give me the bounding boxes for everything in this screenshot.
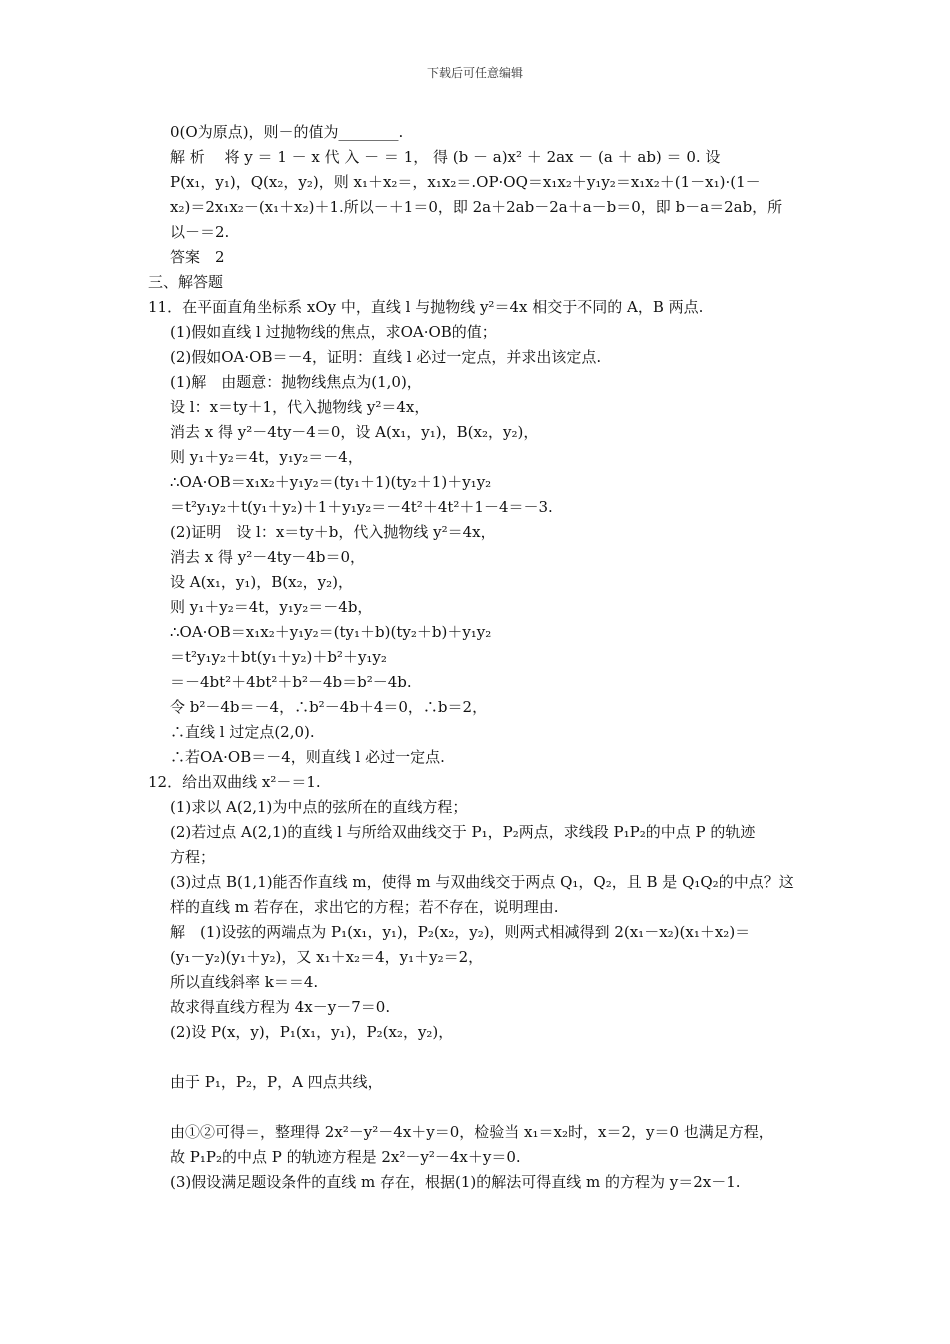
problem12-solution-line: 故求得直线方程为 4x－y－7＝0. [170,998,391,1016]
problem12-solution-line: (3)假设满足题设条件的直线 m 存在，根据(1)的解法可得直线 m 的方程为 y＝2x－1. [170,1173,741,1191]
problem11-solution-line: ∴OA·OB＝x₁x₂＋y₁y₂＝(ty₁＋b)(ty₂＋b)＋y₁y₂ [170,623,492,641]
problem12-solution-line: 所以直线斜率 k＝＝4. [170,973,319,991]
problem10-answer: 答案 2 [170,248,225,266]
problem12-question3-cont: 样的直线 m 若存在，求出它的方程；若不存在，说明理由. [170,898,559,916]
problem10-line1: 0(O为原点)，则－的值为________. [170,123,404,141]
problem10-solution-line3: P(x₁，y₁)，Q(x₂，y₂)，则 x₁＋x₂＝，x₁x₂＝.OP·OQ＝x₁x₂＋y₁y₂＝x₁x₂＋(1－x₁)·(1－ [170,173,761,191]
problem11-solution-line: 设 l：x＝ty＋1，代入抛物线 y²＝4x， [170,398,430,416]
problem12-question2: (2)若过点 A(2,1)的直线 l 与所给双曲线交于 P₁，P₂两点，求线段 P₁P₂的中点 P 的轨迹 [170,823,756,841]
problem11-solution-line: ＝t²y₁y₂＋t(y₁＋y₂)＋1＋y₁y₂＝－4t²＋4t²＋1－4＝－3. [170,498,553,516]
problem11-solution-line: ＝－4bt²＋4bt²＋b²－4b＝b²－4b. [170,673,412,691]
problem11-solution-line: 设 A(x₁，y₁)，B(x₂，y₂)， [170,573,353,591]
problem11-question2: (2)假如OA·OB＝－4，证明：直线 l 必过一定点，并求出该定点. [170,348,602,366]
page-header: 下载后可任意编辑 [426,66,523,80]
problem12-solution-line-marked [148,1095,820,1120]
problem12-solution-line: (y₁－y₂)(y₁＋y₂)，又 x₁＋x₂＝4，y₁＋y₂＝2， [170,948,484,966]
problem12-question3: (3)过点 B(1,1)能否作直线 m，使得 m 与双曲线交于两点 Q₁，Q₂，且 B 是 Q₁Q₂的中点？这 [170,873,794,891]
problem11-solution-line: ＝t²y₁y₂＋bt(y₁＋y₂)＋b²＋y₁y₂ [170,648,387,666]
problem11-solution-line: ∴直线 l 过定点(2,0). [170,723,315,741]
problem12-question1: (1)求以 A(2,1)为中点的弦所在的直线方程； [170,798,468,816]
problem11-solution-line: (2)证明 设 l：x＝ty＋b，代入抛物线 y²＝4x， [170,523,496,541]
problem12-solution-line: (2)设 P(x，y)，P₁(x₁，y₁)，P₂(x₂，y₂)， [170,1023,454,1041]
problem12-solution-line: 故 P₁P₂的中点 P 的轨迹方程是 2x²－y²－4x＋y＝0. [170,1148,521,1166]
problem12-solution-line: 由于 P₁，P₂，P，A 四点共线， [170,1073,383,1091]
problem12-stem: 12．给出双曲线 x²－＝1. [148,773,321,791]
problem11-solution-line: (1)解 由题意：抛物线焦点为(1,0)， [170,373,422,391]
problem12-solution-line: 由①②可得＝，整理得 2x²－y²－4x＋y＝0，检验当 x₁＝x₂时，x＝2，y＝0 也满足方程， [170,1123,774,1141]
problem11-solution-line: 消去 x 得 y²－4ty－4＝0，设 A(x₁，y₁)，B(x₂，y₂)， [170,423,539,441]
problem11-solution-line: 令 b²－4b＝－4，∴b²－4b＋4＝0，∴b＝2， [170,698,488,716]
problem10-solution-line5: 以－＝2. [170,223,230,241]
document-body [148,120,820,1195]
problem11-solution-line: ∴OA·OB＝x₁x₂＋y₁y₂＝(ty₁＋1)(ty₂＋1)＋y₁y₂ [170,473,492,491]
problem11-solution-line: 则 y₁＋y₂＝4t，y₁y₂＝－4b， [170,598,373,616]
problem12-solution-line-marked [148,1045,820,1070]
problem10-solution-line4: x₂)＝2x₁x₂－(x₁＋x₂)＋1.所以－＋1＝0，即 2a＋2ab－2a＋a－b＝0，即 b－a＝2ab，所 [170,198,783,216]
problem11-solution-line: 消去 x 得 y²－4ty－4b＝0， [170,548,365,566]
problem11-solution-line: 则 y₁＋y₂＝4t，y₁y₂＝－4， [170,448,363,466]
problem12-question2-cont: 方程； [170,848,216,866]
problem11-solution-line: ∴若OA·OB＝－4，则直线 l 必过一定点. [170,748,445,766]
problem11-question1: (1)假如直线 l 过抛物线的焦点，求OA·OB的值； [170,323,497,341]
problem12-solution-line: 解 (1)设弦的两端点为 P₁(x₁，y₁)，P₂(x₂，y₂)，则两式相减得到 2(x₁－x₂)(x₁＋x₂)＝ [170,923,751,941]
section-title: 三、解答题 [148,273,224,291]
problem11-stem: 11．在平面直角坐标系 xOy 中，直线 l 与抛物线 y²＝4x 相交于不同的 A，B 两点. [148,298,704,316]
problem10-solution-line2: 解 析 将 y ＝ 1 － x 代 入 － ＝ 1， 得 (b － a)x² ＋ 2ax － (a ＋ ab) ＝ 0. 设 [170,148,721,166]
